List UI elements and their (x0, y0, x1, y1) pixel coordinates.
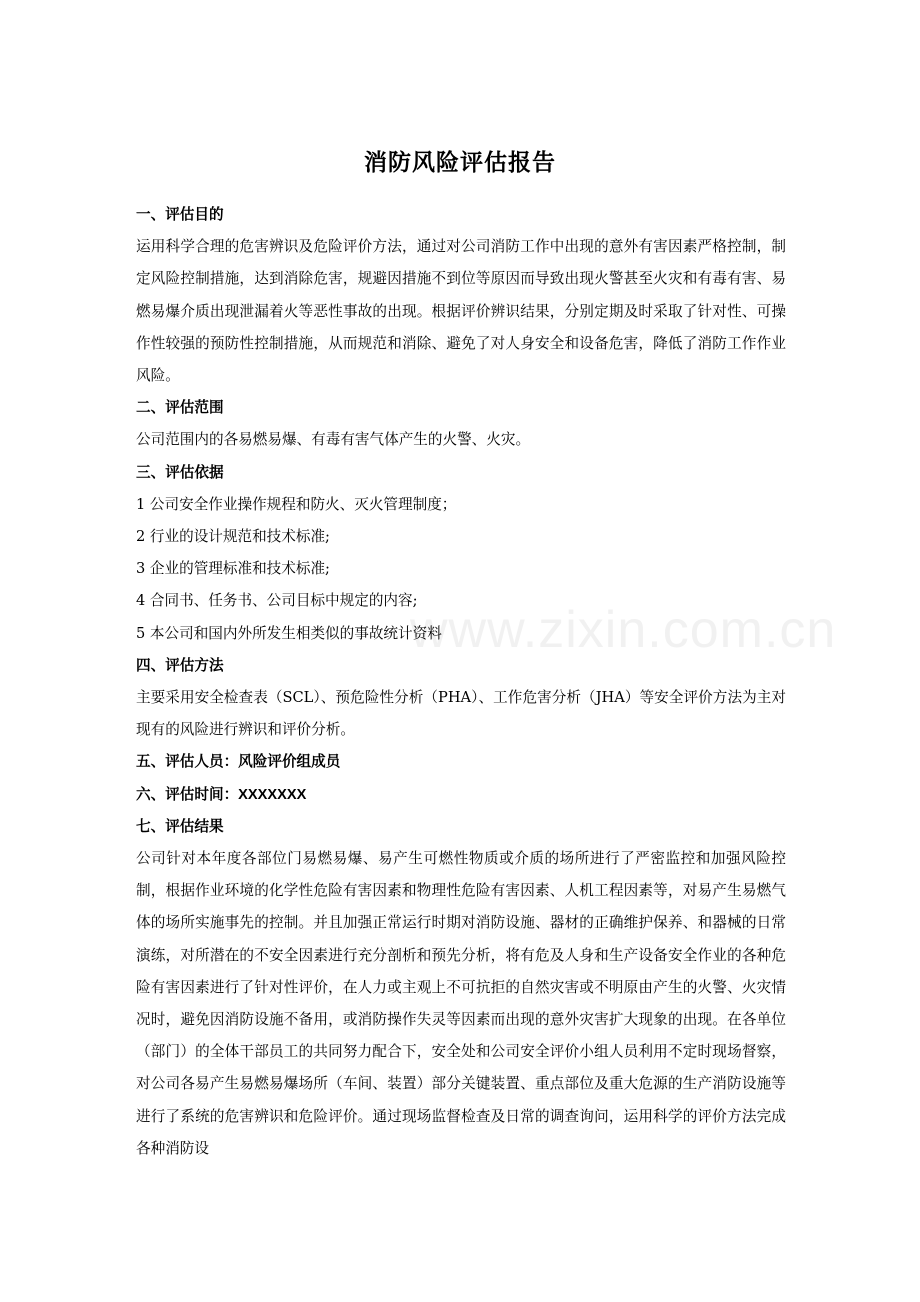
watermark: www.zixin.com.cn (410, 601, 837, 659)
time-value: XXXXXXX (238, 786, 307, 803)
section-personnel (136, 746, 786, 778)
section-heading-scope: 二、评估范围 (136, 399, 224, 417)
section-heading-personnel: 五、评估人员： (136, 753, 239, 771)
section-time (136, 779, 786, 811)
section-heading-purpose: 一、评估目的 (136, 206, 224, 223)
section-heading-time: 六、评估时间： (136, 785, 239, 803)
document-body (136, 199, 786, 1165)
personnel-value: 风险评价组成员 (238, 753, 341, 771)
basis-item-3: 3 企业的管理标准和技术标准; (136, 560, 330, 578)
section-heading-method: 四、评估方法 (136, 656, 224, 674)
section-body-scope: 公司范围内的各易燃易爆、有毒有害气体产生的火警、火灾。 (136, 431, 531, 449)
section-body-result: 公司针对本年度各部位门易燃易爆、易产生可燃性物质或介质的场所进行了严密监控和加强风险控制，根据作业环境的化学性危险有害因素和物理性危险有害因素、人机工程因素等，对易产生易燃气体的场所实施事先的控制。并且加强正常运行时期对消防设施、器材的正确维护保养、和器械的日常演练，对所潜在的不安全因素进行充分剖析和预先分析，将有危及人身和生产设备安全作业的各种危险有害因素进行了针对性评价，在人力或主观上不可抗拒的自然灾害或不明原由产生的火警、火灾情况时，避免因消防设施不备用，或消防操作失灵等因素而出现的意外灾害扩大现象的出现。在各单位（部门）的全体干部员工的共同努力配合下，安全处和公司安全评价小组人员利用不定时现场督察，对公司各易产生易燃易爆场所（车间、装置）部分关键装置、重点部位及重大危源的生产消防设施等进行了系统的危害辨识和危险评价。通过现场监督检查及日常的调查询问，运用科学的评价方法完成各种消防设 (136, 850, 786, 1157)
basis-item-5: 5 本公司和国内外所发生相类似的事故统计资料 (136, 624, 442, 642)
basis-item-2: 2 行业的设计规范和技术标准; (136, 528, 330, 546)
page-title: 消防风险评估报告 (364, 150, 556, 177)
basis-item-1: 1 公司安全作业操作规程和防火、灭火管理制度； (136, 495, 457, 513)
section-body-purpose: 运用科学合理的危害辨识及危险评价方法，通过对公司消防工作中出现的意外有害因素严格控制，制定风险控制措施，达到消除危害，规避因措施不到位等原因而导致出现火警甚至火灾和有毒有害、易燃易爆介质出现泄漏着火等恶性事故的出现。根据评价辨识结果，分别定期及时采取了针对性、可操作性较强的预防性控制措施，从而规范和消除、避免了对人身安全和设备危害，降低了消防工作作业风险。 (136, 238, 786, 385)
section-body-method: 主要采用安全检查表（SCL）、预危险性分析（PHA）、工作危害分析（JHA）等安全评价方法为主对现有的风险进行辨识和评价分析。 (136, 689, 786, 739)
section-heading-basis: 三、评估依据 (136, 463, 224, 481)
section-heading-result: 七、评估结果 (136, 817, 224, 835)
basis-item-4: 4 合同书、任务书、公司目标中规定的内容; (136, 592, 418, 610)
